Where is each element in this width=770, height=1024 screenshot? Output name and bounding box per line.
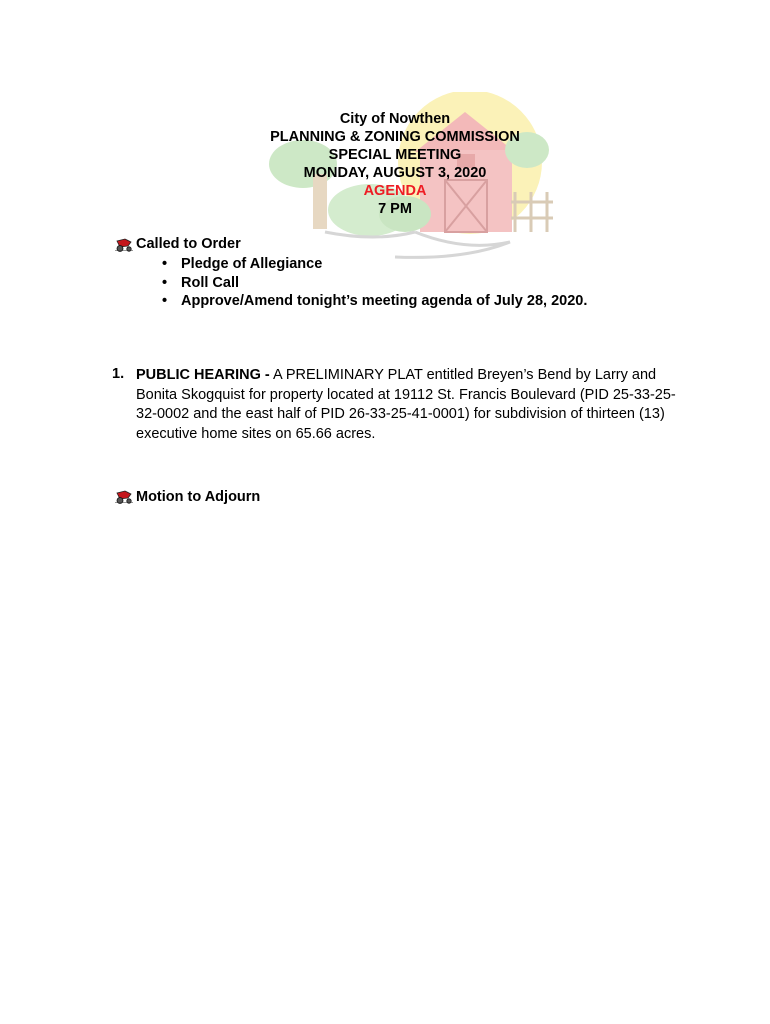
logo-path xyxy=(395,232,510,257)
agenda-header xyxy=(150,111,640,218)
meeting-time: 7 PM xyxy=(378,200,412,217)
agenda-item-text: A PRELIMINARY PLAT entitled Breyen’s Bend by Larry and Bonita Skogquist for property located at 19112 St. Francis Boulevard (PID 25-33-25-32-0002 and the east half of PID 26-33-25-41-0001) for subdivision of thirteen (13) executive home sites on 65.66 acres. xyxy=(136,367,676,442)
list-item xyxy=(162,292,587,311)
called-to-order-list xyxy=(162,255,587,311)
meeting-type: SPECIAL MEETING xyxy=(328,146,462,163)
agenda-item-public-hearing xyxy=(136,366,696,444)
called-to-order-label: Called to Order xyxy=(136,236,241,252)
list-item xyxy=(162,255,587,274)
adjourn-label: Motion to Adjourn xyxy=(136,489,261,505)
tractor-icon xyxy=(114,238,134,252)
bullet-dot: • xyxy=(162,293,168,310)
agenda-item-number: 1. xyxy=(112,366,125,382)
list-item-text: Roll Call xyxy=(181,274,240,291)
bullet-dot: • xyxy=(162,274,168,291)
meeting-date: MONDAY, AUGUST 3, 2020 xyxy=(303,164,487,181)
agenda-title: AGENDA xyxy=(363,182,427,199)
commission-name: PLANNING & ZONING COMMISSION xyxy=(270,128,520,145)
city-name: City of Nowthen xyxy=(339,111,451,127)
list-item-text: Pledge of Allegiance xyxy=(181,256,323,272)
agenda-item-lead: PUBLIC HEARING - xyxy=(136,367,270,383)
tractor-icon xyxy=(114,490,134,504)
list-item-text: Approve/Amend tonight’s meeting agenda of July 28, 2020. xyxy=(181,293,588,310)
list-item xyxy=(162,274,587,293)
bullet-dot: • xyxy=(162,256,168,272)
